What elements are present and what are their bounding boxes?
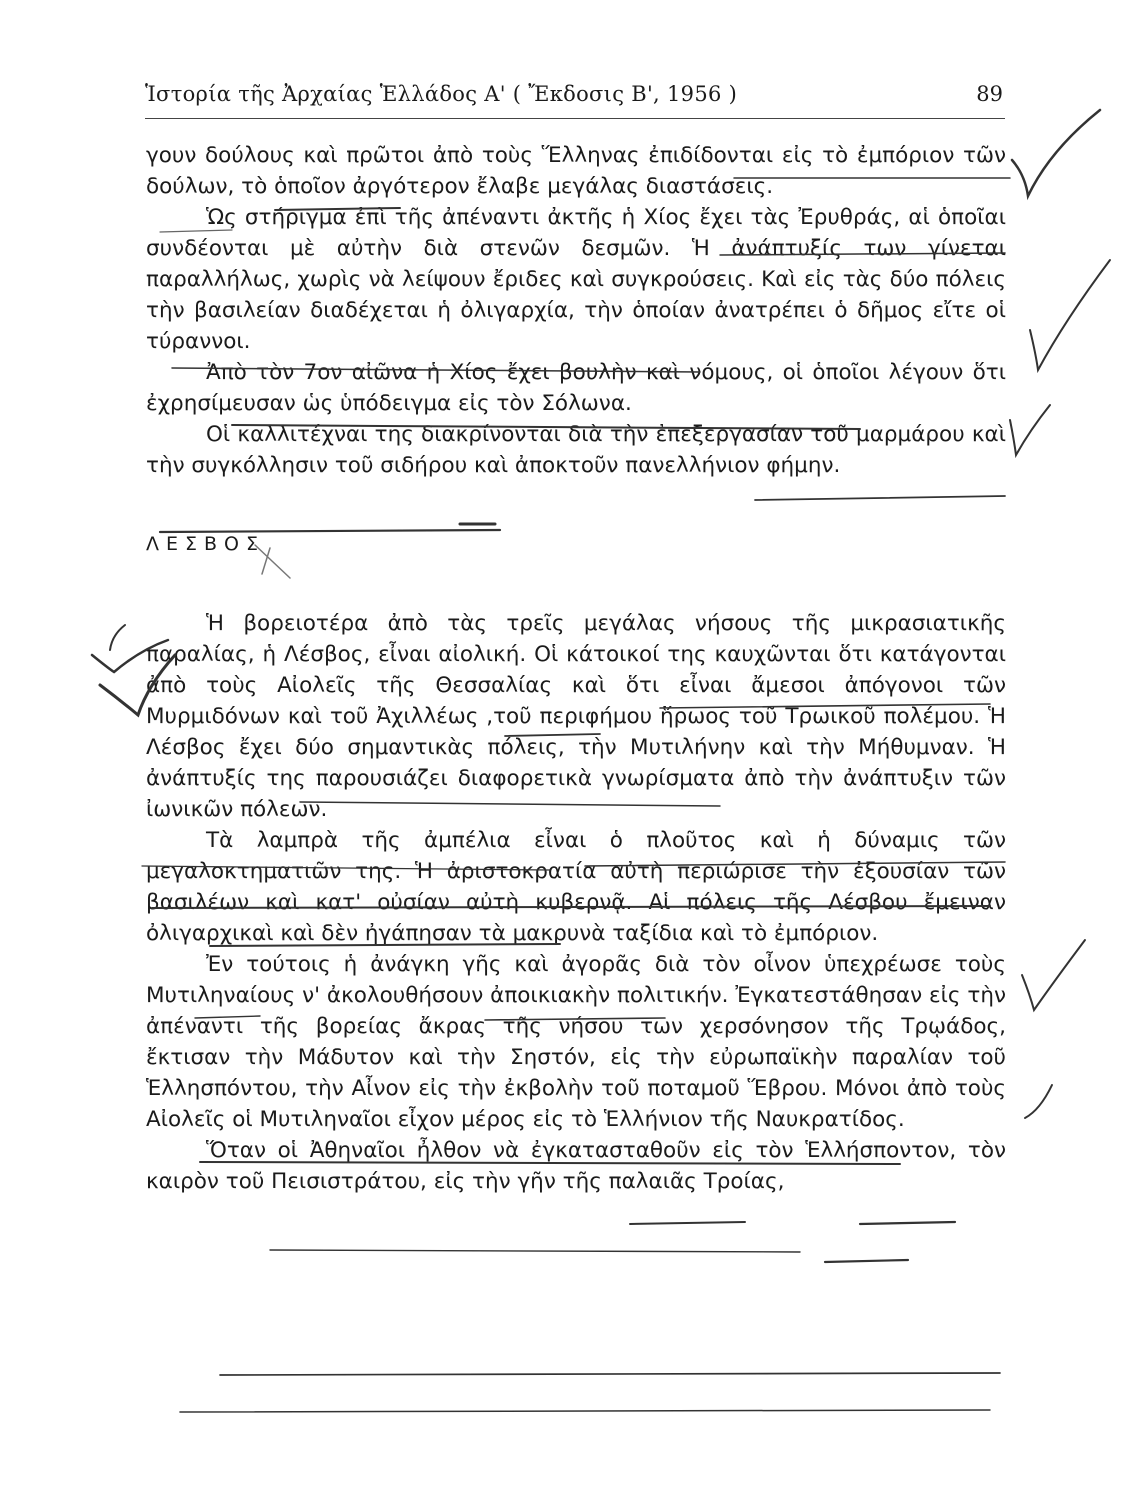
paragraph-erythrai: Ὡς στήριγμα ἐπὶ τῆς ἀπέναντι ἀκτῆς ἡ Χίος ἔχει τὰς Ἐρυθράς, αἱ ὁποῖαι συνδέονται μὲ αὐτὴν διὰ στενῶν δεσμῶν. Ἡ ἀνάπτυξίς των γίνεται παραλλήλως, χωρὶς νὰ λείψουν ἔριδες καὶ συγκρούσεις. Καὶ εἰς τὰς δύο πόλεις τὴν βασιλείαν διαδέχεται ἡ ὀλιγαρχία, τὴν ὁποίαν ἀνατρέπει ὁ δῆμος εἴτε οἱ τύραννοι. xyxy=(146,205,1006,354)
section-heading-lesbos: ΛΕΣΒΟΣ xyxy=(146,533,266,555)
paragraph-lesbos-intro: Ἡ βορειοτέρα ἀπὸ τὰς τρεῖς μεγάλας νήσους τῆς μικρασιατικῆς παραλίας, ἡ Λέσβος, εἶναι αἰολική. Οἱ κάτοικοί της καυχῶνται ὅτι κατάγονται ἀπὸ τοὺς Αἰολεῖς τῆς Θεσσαλίας καὶ ὅτι εἶναι ἄμεσοι ἀπόγονοι τῶν Μυρμιδόνων καὶ τοῦ Ἀχιλλέως ,τοῦ περιφήμου ἥρωος τοῦ Τρωικοῦ πολέμου. Ἡ Λέσβος ἔχει δύο σημαντικὰς πόλεις, τὴν Μυτιλήνην καὶ τὴν Μήθυμναν. Ἡ ἀνάπτυξίς της παρουσιάζει διαφορετικὰ γνωρίσματα ἀπὸ τὴν ἀνάπτυξιν τῶν ἰωνικῶν πόλεων. xyxy=(146,611,1006,822)
check-mark-icon xyxy=(1022,940,1085,1010)
paragraph-athenians: Ὅταν οἱ Ἀθηναῖοι ἦλθον νὰ ἐγκατασταθοῦν εἰς τὸν Ἑλλήσποντον, τὸν καιρὸν τοῦ Πεισιστράτου, εἰς τὴν γῆν τῆς παλαιᾶς Τροίας, xyxy=(146,1138,1006,1194)
check-mark-icon xyxy=(1012,110,1100,196)
page-number: 89 xyxy=(976,82,1003,106)
running-header xyxy=(145,78,1005,119)
check-mark-icon xyxy=(1010,405,1050,455)
check-mark-icon xyxy=(1025,1085,1052,1118)
paragraph-artists: Οἱ καλλιτέχναι της διακρίνονται διὰ τὴν ἐπεξεργασίαν τοῦ μαρμάρου καὶ τὴν συγκόλλησιν τοῦ σιδήρου καὶ ἀποκτοῦν πανελλήνιον φήμην. xyxy=(146,422,1006,478)
check-mark-icon xyxy=(1030,260,1110,370)
header-title: Ἱστορία τῆς Ἀρχαίας Ἑλλάδος Α' ( Ἔκδοσις Β', 1956 ) xyxy=(145,82,738,106)
page-body xyxy=(146,140,1006,1197)
paragraph-continued: γουν δούλους καὶ πρῶτοι ἀπὸ τοὺς Ἕλληνας ἐπιδίδονται εἰς τὸ ἐμπόριον τῶν δούλων, τὸ ὁποῖον ἀργότερον ἔλαβε μεγάλας διαστάσεις. xyxy=(146,143,1006,199)
paragraph-colonies: Ἐν τούτοις ἡ ἀνάγκη γῆς καὶ ἀγορᾶς διὰ τὸν οἶνον ὑπεχρέωσε τοὺς Μυτιληναίους ν' ἀκολουθήσουν ἀποικιακὴν πολιτικήν. Ἐγκατεστάθησαν εἰς τὴν ἀπέναντι τῆς βορείας ἄκρας τῆς νήσου των χερσόνησον τῆς Τρῳάδος, ἔκτισαν τὴν Μάδυτον καὶ τὴν Σηστόν, εἰς τὴν εὐρωπαϊκὴν παραλίαν τοῦ Ἑλλησπόντου, τὴν Αἶνον εἰς τὴν ἐκβολὴν τοῦ ποταμοῦ Ἕβρου. Μόνοι ἀπὸ τοὺς Αἰολεῖς οἱ Μυτιληναῖοι εἶχον μέρος εἰς τὸ Ἑλλήνιον τῆς Ναυκρατίδος. xyxy=(146,952,1006,1132)
paragraph-vineyards: Τὰ λαμπρὰ τῆς ἀμπέλια εἶναι ὁ πλοῦτος καὶ ἡ δύναμις τῶν μεγαλοκτηματιῶν της. Ἡ ἀριστοκρατία αὐτὴ περιώρισε τὴν ἐξουσίαν τῶν βασιλέων καὶ κατ' οὐσίαν αὐτὴ κυβερνᾷ. Αἱ πόλεις τῆς Λέσβου ἔμειναν ὀλιγαρχικαὶ καὶ δὲν ἠγάπησαν τὰ μακρυνὰ ταξίδια καὶ τὸ ἐμπόριον. xyxy=(146,828,1006,946)
check-mark-icon xyxy=(110,625,125,650)
paragraph-boule: Ἀπὸ τὸν 7ον αἰῶνα ἡ Χίος ἔχει βουλὴν καὶ νόμους, οἱ ὁποῖοι λέγουν ὅτι ἐχρησίμευσαν ὡς ὑπόδειγμα εἰς τὸν Σόλωνα. xyxy=(146,360,1006,416)
